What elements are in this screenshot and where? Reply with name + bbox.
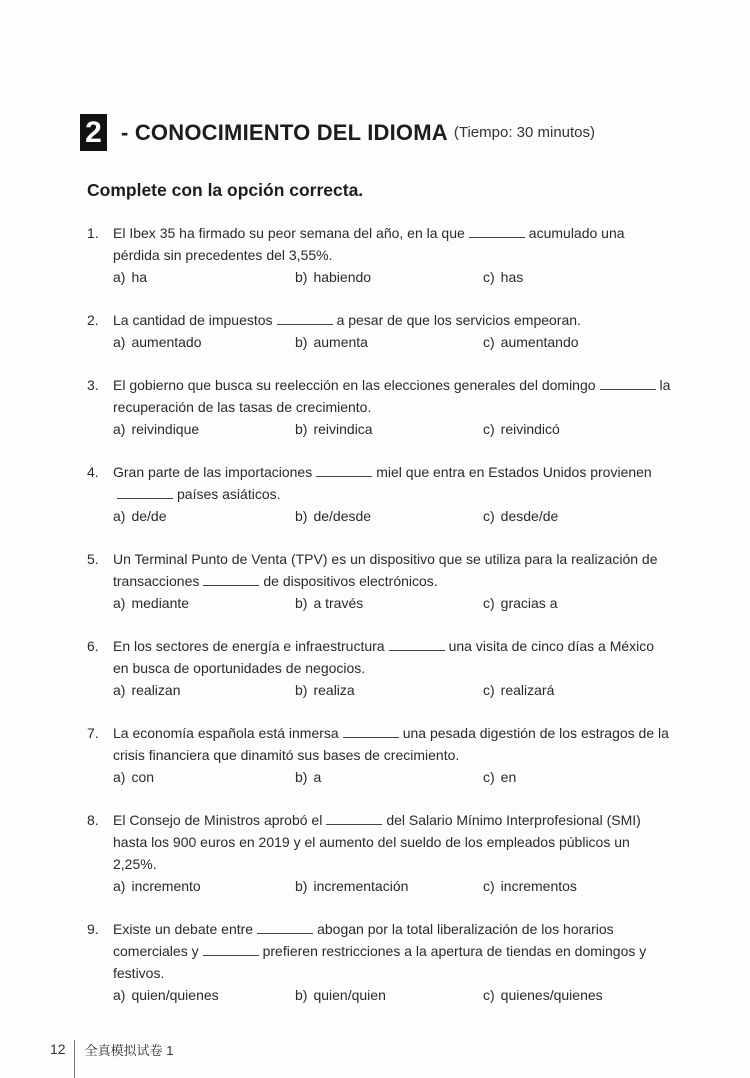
question-item — [87, 722, 672, 788]
option-letter: b) — [295, 878, 308, 894]
option-c — [483, 679, 663, 701]
option-letter: c) — [483, 769, 495, 785]
option-b — [295, 505, 483, 527]
section-number: 2 — [80, 114, 107, 151]
option-text: reivindique — [131, 421, 200, 437]
question-text-part: a pesar de que los servicios empeoran. — [336, 312, 581, 328]
option-a — [113, 592, 295, 614]
answer-blank — [469, 223, 525, 238]
option-c — [483, 331, 663, 353]
question-number: 1. — [87, 225, 99, 241]
answer-blank — [277, 310, 333, 325]
question-number: 7. — [87, 725, 99, 741]
option-letter: c) — [483, 508, 495, 524]
answer-blank — [203, 571, 259, 586]
option-text: incremento — [131, 878, 201, 894]
question-text — [113, 374, 672, 418]
option-letter: b) — [295, 269, 308, 285]
option-text: aumentando — [500, 334, 579, 350]
option-text: gracias a — [500, 595, 558, 611]
option-text: reivindicó — [500, 421, 560, 437]
footer-divider — [74, 1040, 75, 1078]
option-letter: b) — [295, 682, 308, 698]
question-text-part: El gobierno que busca su reelección en las elecciones generales del domingo — [113, 377, 596, 393]
question-item — [87, 374, 672, 440]
option-letter: c) — [483, 878, 495, 894]
answer-options — [113, 331, 672, 353]
option-text: aumenta — [313, 334, 368, 350]
question-text-part: En los sectores de energía e infraestructura — [113, 638, 385, 654]
page-footer — [50, 1030, 173, 1068]
section-time: (Tiempo: 30 minutos) — [453, 124, 596, 141]
option-b — [295, 875, 483, 897]
option-letter: a) — [113, 421, 126, 437]
question-text — [113, 722, 672, 766]
answer-options — [113, 266, 672, 288]
question-text-part: La economía española está inmersa — [113, 725, 339, 741]
question-item — [87, 635, 672, 701]
option-letter: c) — [483, 269, 495, 285]
option-b — [295, 592, 483, 614]
option-text: reivindica — [313, 421, 373, 437]
answer-blank — [316, 462, 372, 477]
option-text: habiendo — [313, 269, 372, 285]
answer-blank — [257, 919, 313, 934]
option-text: en — [500, 769, 517, 785]
option-text: has — [500, 269, 524, 285]
option-letter: a) — [113, 987, 126, 1003]
option-letter: c) — [483, 595, 495, 611]
question-number: 2. — [87, 312, 99, 328]
option-a — [113, 679, 295, 701]
option-letter: c) — [483, 421, 495, 437]
question-text-part: El Ibex 35 ha firmado su peor semana del año, en la que — [113, 225, 465, 241]
question-text-part: países asiáticos. — [177, 486, 281, 502]
question-text-part: prefieren restricciones a la apertura de tiendas en domingos y festivos. — [113, 943, 647, 981]
option-c — [483, 266, 663, 288]
question-text — [113, 309, 672, 331]
option-text: a — [313, 769, 322, 785]
question-text-part: del Salario Mínimo Interprofesional (SMI) hasta los 900 euros en 2019 y el aumento del sueldo de los empleados públicos un 2,25%. — [113, 812, 641, 872]
question-list — [87, 222, 672, 1027]
question-text-part: Existe un debate entre — [113, 921, 254, 937]
answer-options — [113, 984, 672, 1006]
option-text: aumentado — [131, 334, 202, 350]
option-letter: c) — [483, 682, 495, 698]
question-text-part: La cantidad de impuestos — [113, 312, 273, 328]
answer-options — [113, 592, 672, 614]
option-text: quien/quien — [313, 987, 386, 1003]
option-letter: b) — [295, 508, 308, 524]
option-text: realiza — [313, 682, 355, 698]
option-b — [295, 679, 483, 701]
option-letter: a) — [113, 878, 126, 894]
instruction: Complete con la opción correcta. — [87, 180, 364, 200]
option-c — [483, 418, 663, 440]
option-b — [295, 331, 483, 353]
page-number: 12 — [50, 1041, 66, 1057]
question-text-part: miel que entra en Estados Unidos provienen — [376, 464, 652, 480]
option-letter: b) — [295, 421, 308, 437]
question-number: 5. — [87, 551, 99, 567]
option-letter: a) — [113, 595, 126, 611]
answer-options — [113, 875, 672, 897]
question-text — [113, 918, 672, 984]
question-text — [113, 635, 672, 679]
option-letter: b) — [295, 595, 308, 611]
option-a — [113, 418, 295, 440]
question-text-part: abogan por la total liberalización de los horarios comerciales y — [113, 921, 614, 959]
option-letter: b) — [295, 769, 308, 785]
question-text-part: El Consejo de Ministros aprobó el — [113, 812, 323, 828]
option-b — [295, 266, 483, 288]
answer-blank — [117, 484, 173, 499]
question-number: 3. — [87, 377, 99, 393]
option-letter: a) — [113, 682, 126, 698]
question-text-part: de dispositivos electrónicos. — [263, 573, 438, 589]
question-item — [87, 222, 672, 288]
section-title: - CONOCIMIENTO DEL IDIOMA — [121, 119, 448, 145]
answer-blank — [600, 375, 656, 390]
option-text: quien/quienes — [131, 987, 219, 1003]
answer-blank — [326, 810, 382, 825]
question-text-part: Gran parte de las importaciones — [113, 464, 313, 480]
option-letter: a) — [113, 508, 126, 524]
option-a — [113, 331, 295, 353]
question-item — [87, 809, 672, 897]
option-letter: c) — [483, 334, 495, 350]
answer-options — [113, 418, 672, 440]
option-b — [295, 984, 483, 1006]
answer-options — [113, 679, 672, 701]
option-letter: b) — [295, 334, 308, 350]
option-c — [483, 766, 663, 788]
question-item — [87, 918, 672, 1006]
question-number: 4. — [87, 464, 99, 480]
option-c — [483, 592, 663, 614]
question-text — [113, 809, 672, 875]
question-item — [87, 461, 672, 527]
option-text: de/de — [131, 508, 167, 524]
section-header — [80, 114, 595, 151]
option-a — [113, 766, 295, 788]
question-text-part: acumulado una pérdida sin precedentes del 3,55%. — [113, 225, 625, 263]
option-a — [113, 505, 295, 527]
option-text: realizan — [131, 682, 181, 698]
option-text: de/desde — [313, 508, 372, 524]
option-letter: a) — [113, 769, 126, 785]
option-c — [483, 875, 663, 897]
question-text-part: una visita de cinco días a México en busca de oportunidades de negocios. — [113, 638, 655, 676]
option-b — [295, 418, 483, 440]
question-number: 6. — [87, 638, 99, 654]
option-text: mediante — [131, 595, 190, 611]
option-text: a través — [313, 595, 364, 611]
question-text-part: una pesada digestión de los estragos de la crisis financiera que dinamitó sus bases de crecimiento. — [113, 725, 669, 763]
answer-blank — [203, 941, 259, 956]
option-a — [113, 984, 295, 1006]
option-text: realizará — [500, 682, 555, 698]
option-letter: a) — [113, 269, 126, 285]
book-title: 全真模拟试卷 1 — [84, 1042, 174, 1058]
question-text — [113, 222, 672, 266]
option-text: incrementos — [500, 878, 577, 894]
option-c — [483, 984, 663, 1006]
option-letter: b) — [295, 987, 308, 1003]
question-number: 8. — [87, 812, 99, 828]
question-item — [87, 309, 672, 353]
question-number: 9. — [87, 921, 99, 937]
option-a — [113, 266, 295, 288]
option-text: con — [131, 769, 155, 785]
option-a — [113, 875, 295, 897]
question-text-part: Un Terminal Punto de Venta (TPV) es un dispositivo que se utiliza para la realización de transacciones — [113, 551, 658, 589]
answer-options — [113, 505, 672, 527]
question-text — [113, 461, 672, 505]
question-text — [113, 548, 672, 592]
answer-blank — [389, 636, 445, 651]
option-letter: c) — [483, 987, 495, 1003]
option-text: ha — [131, 269, 148, 285]
question-item — [87, 548, 672, 614]
option-c — [483, 505, 663, 527]
option-text: incrementación — [313, 878, 409, 894]
answer-blank — [343, 723, 399, 738]
option-text: quienes/quienes — [500, 987, 603, 1003]
question-text-part: la recuperación de las tasas de crecimiento. — [113, 377, 671, 415]
option-letter: a) — [113, 334, 126, 350]
option-b — [295, 766, 483, 788]
answer-options — [113, 766, 672, 788]
option-text: desde/de — [500, 508, 559, 524]
